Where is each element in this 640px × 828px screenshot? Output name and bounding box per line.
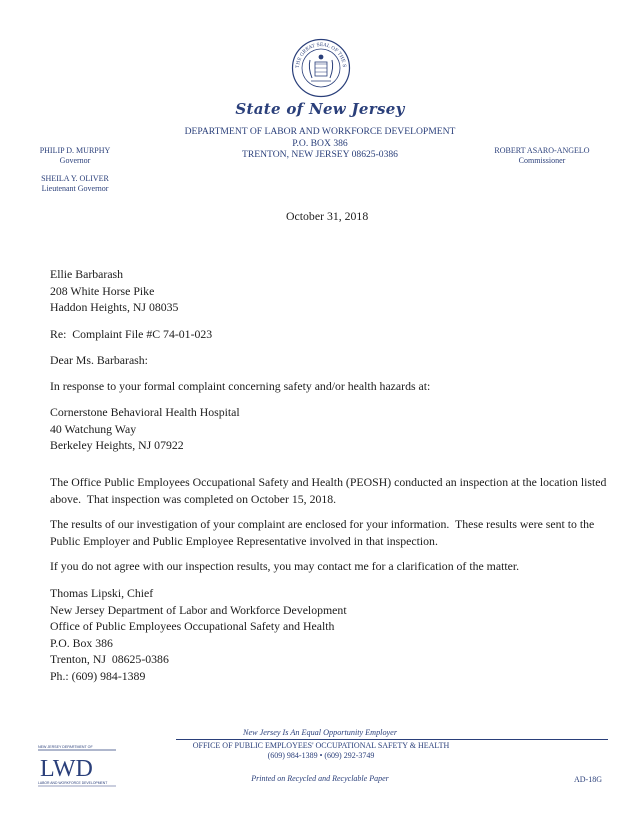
signer-phone: Ph.: (609) 984-1389 — [50, 668, 146, 683]
site-name: Cornerstone Behavioral Health Hospital — [50, 405, 240, 419]
signature-block — [50, 585, 347, 685]
recipient-address — [50, 266, 178, 316]
commissioner-title: Commissioner — [518, 155, 566, 165]
site-street: 40 Watchung Way — [50, 421, 137, 436]
letter-date: October 31, 2018 — [286, 209, 369, 223]
department-name: DEPARTMENT OF LABOR AND WORKFORCE DEVELOPMENT — [184, 126, 456, 137]
footer-office-block — [176, 741, 466, 761]
state-title: State of New Jersey — [235, 100, 405, 118]
lwd-logo-bottom-text: LABOR AND WORKFORCE DEVELOPMENT — [38, 781, 108, 785]
department-po-box: P.O. BOX 386 — [292, 137, 348, 149]
svg-text:THE GREAT SEAL OF THE STATE OF: THE GREAT SEAL OF THE S — [295, 42, 347, 69]
salutation: Dear Ms. Barbarash: — [50, 353, 148, 367]
lwd-logo-mark: LWD — [40, 756, 93, 782]
recycled-paper-note: Printed on Recycled and Recyclable Paper — [251, 774, 389, 783]
results-paragraph: The results of our investigation of your complaint are enclosed for your information. These results were sent to the Public Employer and Public Employee Representative involved in that inspection. — [50, 517, 598, 548]
inspection-paragraph: The Office Public Employees Occupational Safety and Health (PEOSH) conducted an inspection at the location listed above. That inspection was completed on October 15, 2018. — [50, 475, 610, 506]
governor-title: Governor — [59, 155, 91, 165]
lt-governor-name: SHEILA Y. OLIVER — [41, 174, 109, 183]
signer-office: Office of Public Employees Occupational Safety and Health — [50, 619, 335, 634]
footer-phones: (609) 984-1389 • (609) 292-3749 — [267, 751, 375, 760]
state-seal — [291, 38, 351, 98]
site-city: Berkeley Heights, NJ 07922 — [50, 438, 184, 453]
left-officials — [36, 146, 114, 193]
lt-governor-title: Lieutenant Governor — [41, 183, 109, 193]
intro-paragraph: In response to your formal complaint concerning safety and/or health hazards at: — [50, 379, 431, 393]
site-address — [50, 404, 240, 454]
form-id: AD-18G — [574, 775, 602, 784]
department-city: TRENTON, NEW JERSEY 08625-0386 — [242, 149, 398, 160]
lwd-logo — [38, 742, 118, 792]
equal-opportunity-line: New Jersey Is An Equal Opportunity Employer — [242, 728, 398, 737]
commissioner-name: ROBERT ASARO-ANGELO — [494, 146, 590, 155]
reference-line: Re: Complaint File #C 74-01-023 — [50, 327, 213, 341]
contact-paragraph: If you do not agree with our inspection results, you may contact me for a clarification of the matter. — [50, 559, 520, 573]
signer-po-box: P.O. Box 386 — [50, 635, 113, 650]
signer-name: Thomas Lipski, Chief — [50, 586, 154, 600]
governor-name: PHILIP D. MURPHY — [39, 146, 111, 155]
signer-city: Trenton, NJ 08625-0386 — [50, 652, 169, 667]
footer-office-name: OFFICE OF PUBLIC EMPLOYEES' OCCUPATIONAL SAFETY & HEALTH — [192, 741, 450, 750]
recipient-city: Haddon Heights, NJ 08035 — [50, 300, 179, 315]
right-officials — [486, 146, 598, 165]
signer-dept: New Jersey Department of Labor and Workforce Development — [50, 602, 347, 617]
recipient-street: 208 White Horse Pike — [50, 283, 155, 298]
recipient-name: Ellie Barbarash — [50, 267, 124, 281]
footer-divider — [176, 739, 608, 740]
lwd-logo-top-text: NEW JERSEY DEPARTMENT OF — [38, 745, 93, 749]
